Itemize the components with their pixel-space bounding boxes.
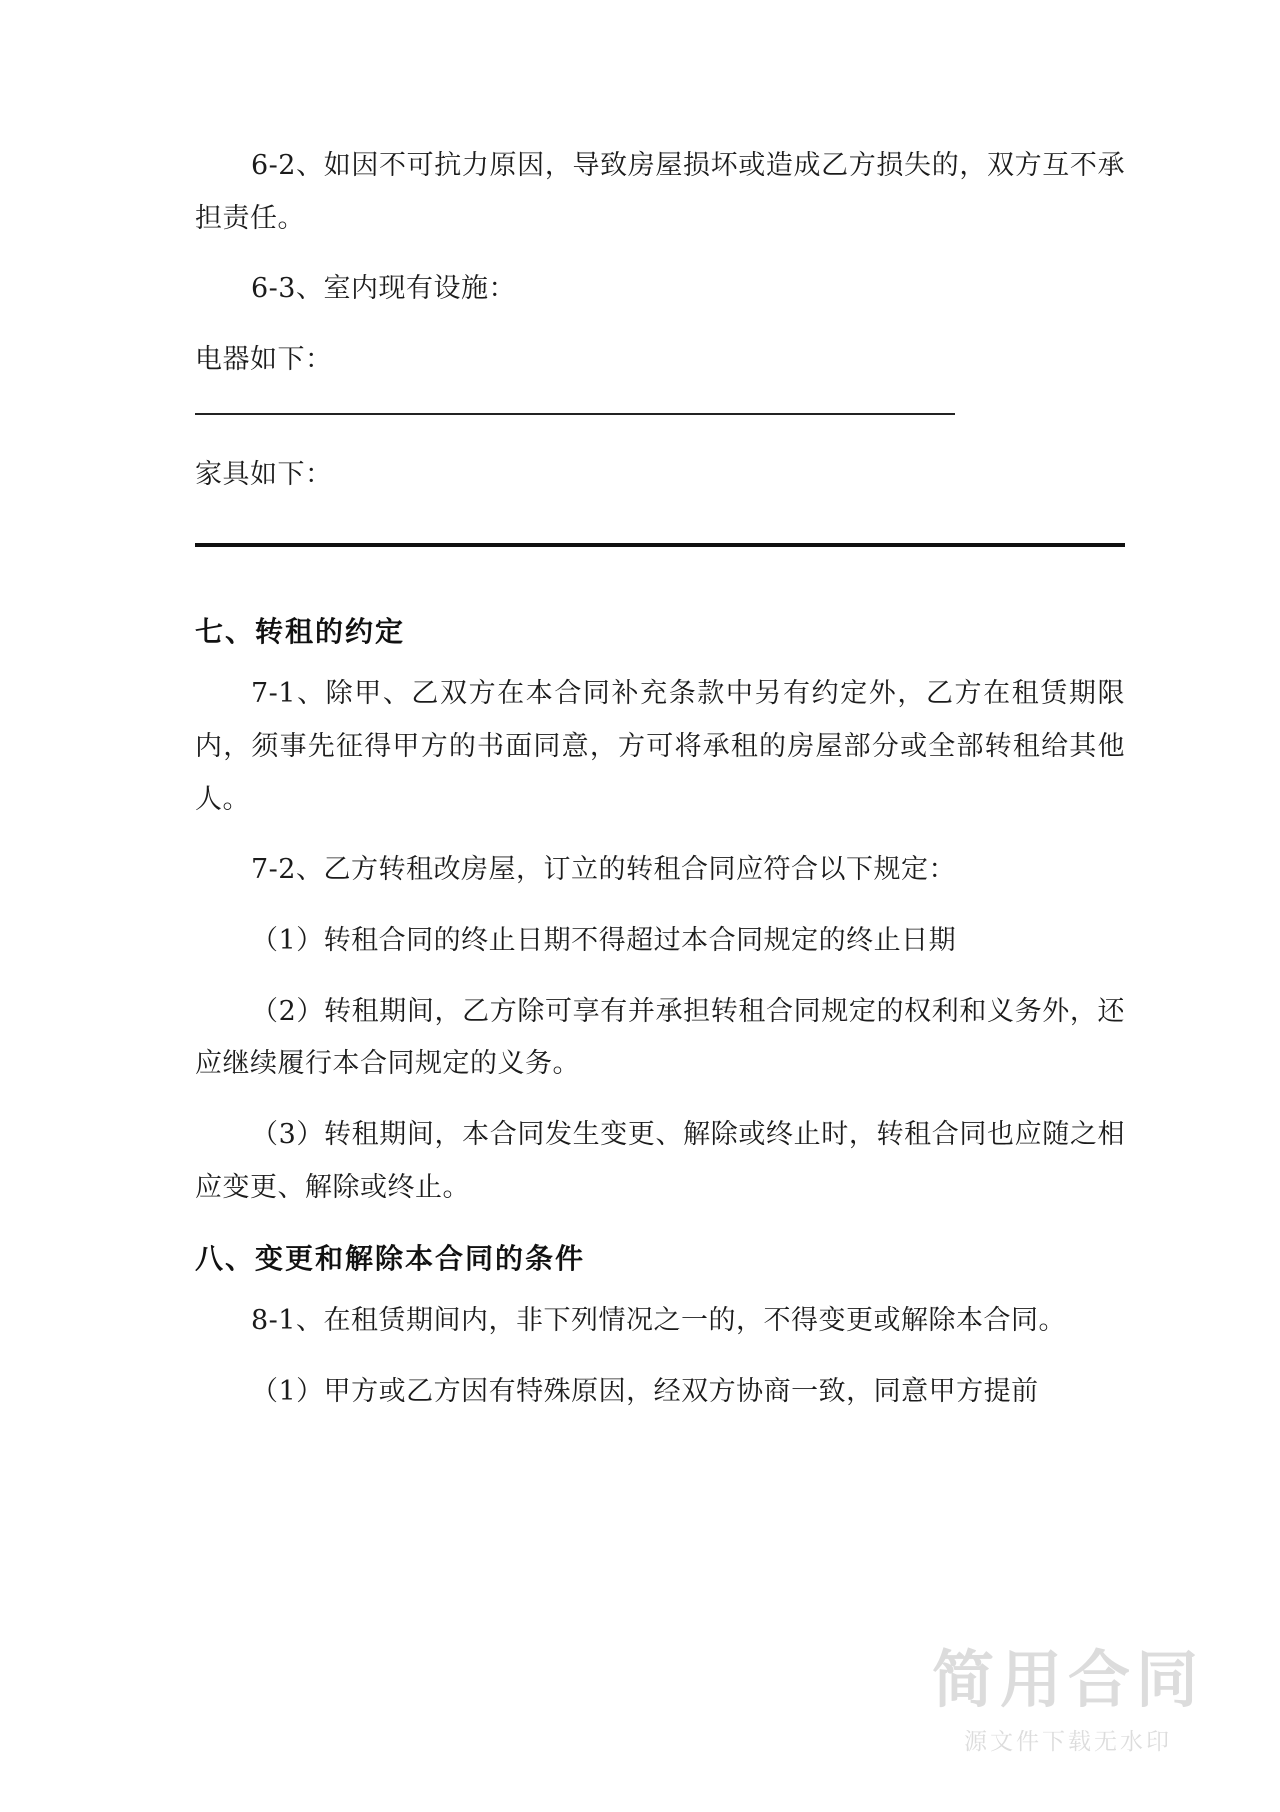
spacer-after-rule	[195, 547, 1125, 605]
fill-line-appliances	[195, 413, 955, 415]
clause-6-3: 6-3、室内现有设施：	[251, 273, 516, 305]
clause-8-1: 8-1、在租赁期间内，非下列情况之一的，不得变更或解除本合同。	[251, 1305, 1066, 1337]
clause-7-2-item-2: （2）转租期间，乙方除可享有并承担转租合同规定的权利和义务外，还应继续履行本合同规定的义务。	[195, 995, 1125, 1080]
clause-7-2-item-1: （1）转租合同的终止日期不得超过本合同规定的终止日期	[251, 924, 957, 956]
watermark	[931, 1643, 1204, 1756]
clause-7-2-item-3: （3）转租期间，本合同发生变更、解除或终止时，转租合同也应随之相应变更、解除或终止。	[195, 1118, 1125, 1203]
watermark-main-text: 简用合同	[931, 1643, 1204, 1716]
clause-6-2: 6-2、如因不可抗力原因，导致房屋损坏或造成乙方损失的，双方互不承担责任。	[195, 150, 1125, 234]
heading-section-7: 七、转租的约定	[195, 615, 406, 649]
watermark-sub-text: 源文件下载无水印	[963, 1729, 1172, 1755]
clause-7-2: 7-2、乙方转租改房屋，订立的转租合同应符合以下规定：	[251, 854, 956, 886]
heading-section-8: 八、变更和解除本合同的条件	[195, 1242, 586, 1276]
clause-8-1-item-1: （1）甲方或乙方因有特殊原因，经双方协商一致，同意甲方提前	[251, 1375, 1039, 1407]
label-appliances: 电器如下：	[195, 343, 333, 375]
clause-7-1: 7-1、除甲、乙双方在本合同补充条款中另有约定外，乙方在租赁期限内，须事先征得甲方的书面同意，方可将承租的房屋部分或全部转租给其他人。	[195, 678, 1125, 815]
label-furniture: 家具如下：	[195, 458, 333, 490]
